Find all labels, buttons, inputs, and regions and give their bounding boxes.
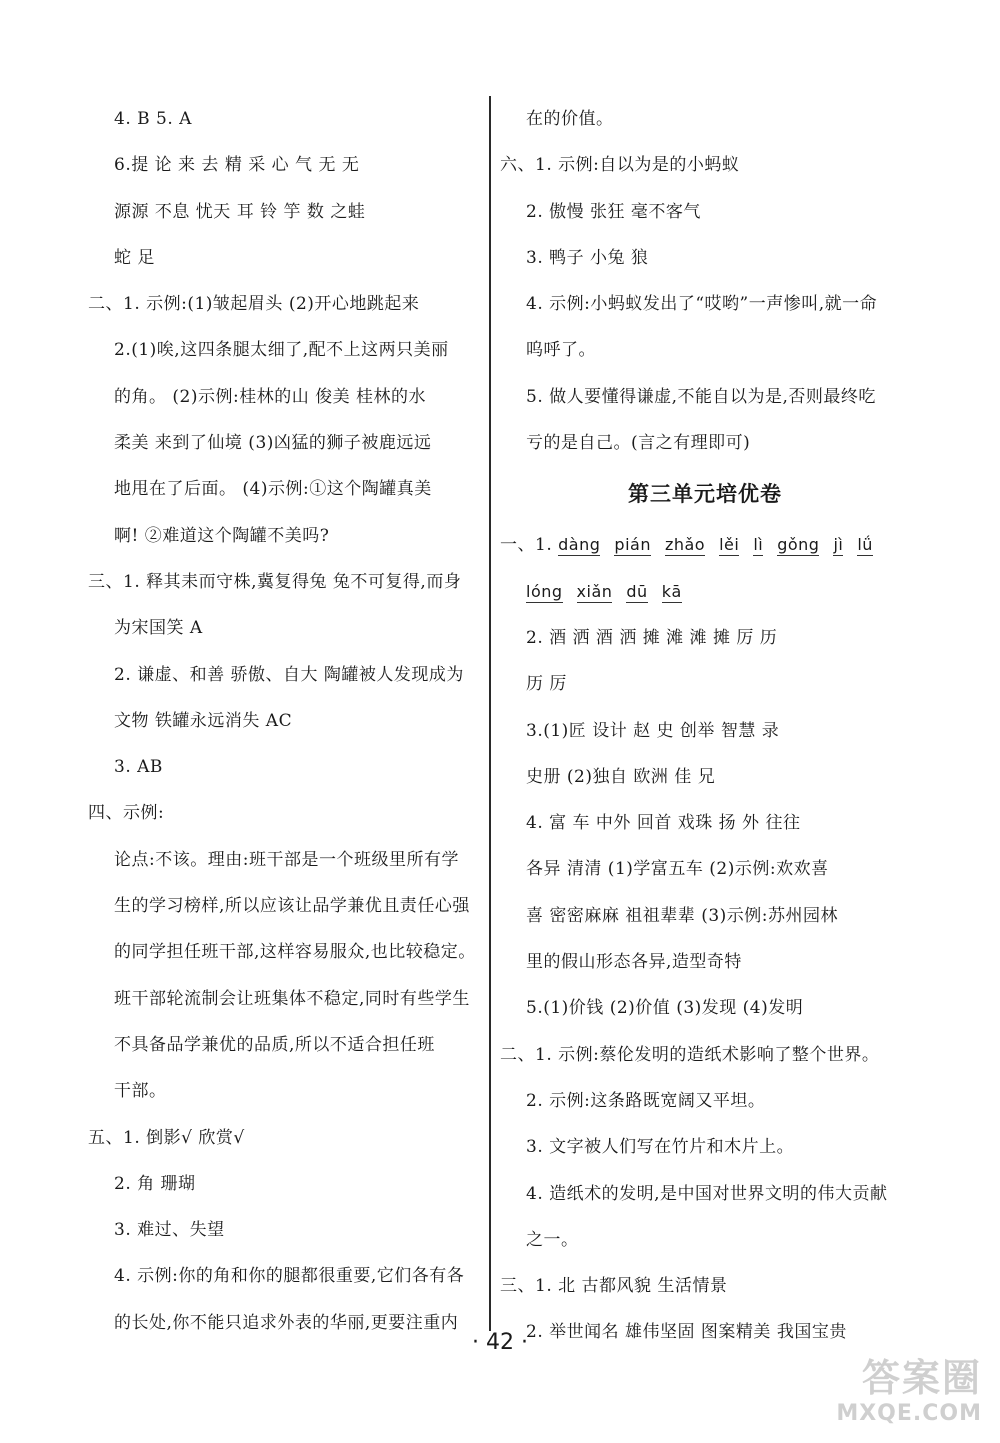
right-column-top <box>500 96 910 466</box>
pinyin-word: pián <box>614 535 651 555</box>
answer-line: 三、1. 北 古都风貌 生活情景 <box>500 1276 728 1297</box>
answer-line: 2. 示例:这条路既宽阔又平坦。 <box>526 1090 766 1111</box>
answer-line: 历 厉 <box>526 674 567 695</box>
answer-line: 班干部轮流制会让班集体不稳定,同时有些学生 <box>114 988 470 1009</box>
answer-line: 亏的是自己。(言之有理即可) <box>526 433 751 454</box>
pinyin-group <box>526 582 696 601</box>
answer-line: 2. 酒 洒 酒 洒 摊 滩 滩 摊 厉 历 <box>526 627 778 648</box>
answer-line: 论点:不该。理由:班干部是一个班级里所有学 <box>114 849 459 870</box>
page-number: · 42 · <box>472 1330 528 1355</box>
answer-line: 二、1. 示例:(1)皱起眉头 (2)开心地跳起来 <box>88 294 420 315</box>
answer-line: 2.(1)唉,这四条腿太细了,配不上这两只美丽 <box>114 340 449 361</box>
answer-line: 的角。 (2)示例:桂林的山 俊美 桂林的水 <box>114 386 427 407</box>
pinyin-line-2 <box>500 569 910 615</box>
watermark-sub: MXQE.COM <box>836 1401 982 1426</box>
pinyin-word: lěi <box>719 535 740 555</box>
answer-line: 6.提 论 来 去 精 采 心 气 无 无 <box>114 155 360 176</box>
pinyin-word: jì <box>833 535 844 555</box>
answer-line: 文物 铁罐永远消失 AC <box>114 710 293 731</box>
right-column-bottom <box>500 615 910 1356</box>
watermark-main: 答案圈 <box>861 1356 982 1400</box>
pinyin-word: lǘ <box>857 535 873 555</box>
answer-line: 2. 谦虚、和善 骄傲、自大 陶罐被人发现成为 <box>114 664 464 685</box>
answer-line: 为宋国笑 A <box>114 618 203 639</box>
section-heading: 第三单元培优卷 <box>628 481 782 507</box>
pinyin-word: lì <box>753 535 764 555</box>
answer-line: 2. 举世闻名 雄伟坚固 图案精美 我国宝贵 <box>526 1322 847 1343</box>
answer-line: 三、1. 释其耒而守株,冀复得兔 兔不可复得,而身 <box>88 571 462 592</box>
answer-line: 源源 不息 忧天 耳 铃 竽 数 之蛙 <box>114 201 366 222</box>
answer-line: 的长处,你不能只追求外表的华丽,更要注重内 <box>114 1312 459 1333</box>
answer-line: 在的价值。 <box>526 109 614 129</box>
answer-line: 3. 鸭子 小兔 狼 <box>526 247 649 268</box>
answer-line: 3. AB <box>114 757 163 778</box>
answer-line: 3.(1)匠 设计 赵 史 创举 智慧 录 <box>526 720 780 741</box>
pinyin-word: lóng <box>526 581 563 601</box>
answer-line: 里的假山形态各异,造型奇特 <box>526 952 742 973</box>
pinyin-word: zhǎo <box>664 535 706 555</box>
pinyin-word: dàng <box>558 535 601 555</box>
answer-line: 3. 文字被人们写在竹片和木片上。 <box>526 1137 795 1158</box>
answer-line: 3. 难过、失望 <box>114 1220 225 1241</box>
answer-line: 干部。 <box>114 1081 167 1102</box>
watermark-logo <box>826 1345 986 1435</box>
pinyin-word: xiǎn <box>576 581 613 601</box>
answer-line: 史册 (2)独自 欧洲 佳 兄 <box>526 766 716 787</box>
right-column <box>500 96 910 1356</box>
answer-line: 各异 清清 (1)学富五车 (2)示例:欢欢喜 <box>526 859 829 880</box>
answer-line: 4. 造纸术的发明,是中国对世界文明的伟大贡献 <box>526 1183 888 1204</box>
answer-line: 呜呼了。 <box>526 340 596 361</box>
answer-line: 地甩在了后面。 (4)示例:①这个陶罐真美 <box>114 479 432 500</box>
pinyin-word: gǒng <box>777 535 820 555</box>
left-column <box>88 96 483 1346</box>
answer-line: 啊! ②难道这个陶罐不美吗? <box>114 525 330 546</box>
pinyin-word: dū <box>626 581 648 601</box>
pinyin-word: kā <box>661 581 682 601</box>
pinyin-question-label: 一、1. <box>500 535 553 556</box>
answer-line: 柔美 来到了仙境 (3)凶猛的狮子被鹿远远 <box>114 433 432 454</box>
answer-line: 喜 密密麻麻 祖祖辈辈 (3)示例:苏州园林 <box>526 905 839 926</box>
answer-line: 5.(1)价钱 (2)价值 (3)发现 (4)发明 <box>526 998 804 1019</box>
answer-line: 蛇 足 <box>114 247 155 268</box>
answer-line: 4. 示例:你的角和你的腿都很重要,它们各有各 <box>114 1266 465 1287</box>
answer-line: 不具备品学兼优的品质,所以不适合担任班 <box>114 1034 435 1055</box>
column-divider <box>489 96 491 1331</box>
answer-line: 六、1. 示例:自以为是的小蚂蚁 <box>500 155 740 176</box>
answer-line: 四、示例: <box>88 803 165 824</box>
answer-line: 4. 富 车 中外 回首 戏珠 扬 外 往往 <box>526 813 801 834</box>
pinyin-group <box>558 535 887 554</box>
answer-line: 2. 傲慢 张狂 毫不客气 <box>526 201 701 222</box>
answer-line: 之一。 <box>526 1229 579 1250</box>
answer-line: 的同学担任班干部,这样容易服众,也比较稳定。 <box>114 942 476 963</box>
answer-line: 2. 角 珊瑚 <box>114 1173 196 1194</box>
answer-line: 4. 示例:小蚂蚁发出了“哎哟”一声惨叫,就一命 <box>526 294 878 315</box>
answer-line: 五、1. 倒影√ 欣赏√ <box>88 1127 245 1148</box>
answer-line: 二、1. 示例:蔡伦发明的造纸术影响了整个世界。 <box>500 1044 880 1065</box>
answer-line: 生的学习榜样,所以应该让品学兼优且责任心强 <box>114 896 470 917</box>
answer-line: 5. 做人要懂得谦虚,不能自以为是,否则最终吃 <box>526 386 876 407</box>
answer-line: 4. B 5. A <box>114 109 192 129</box>
pinyin-line-1 <box>500 522 910 568</box>
